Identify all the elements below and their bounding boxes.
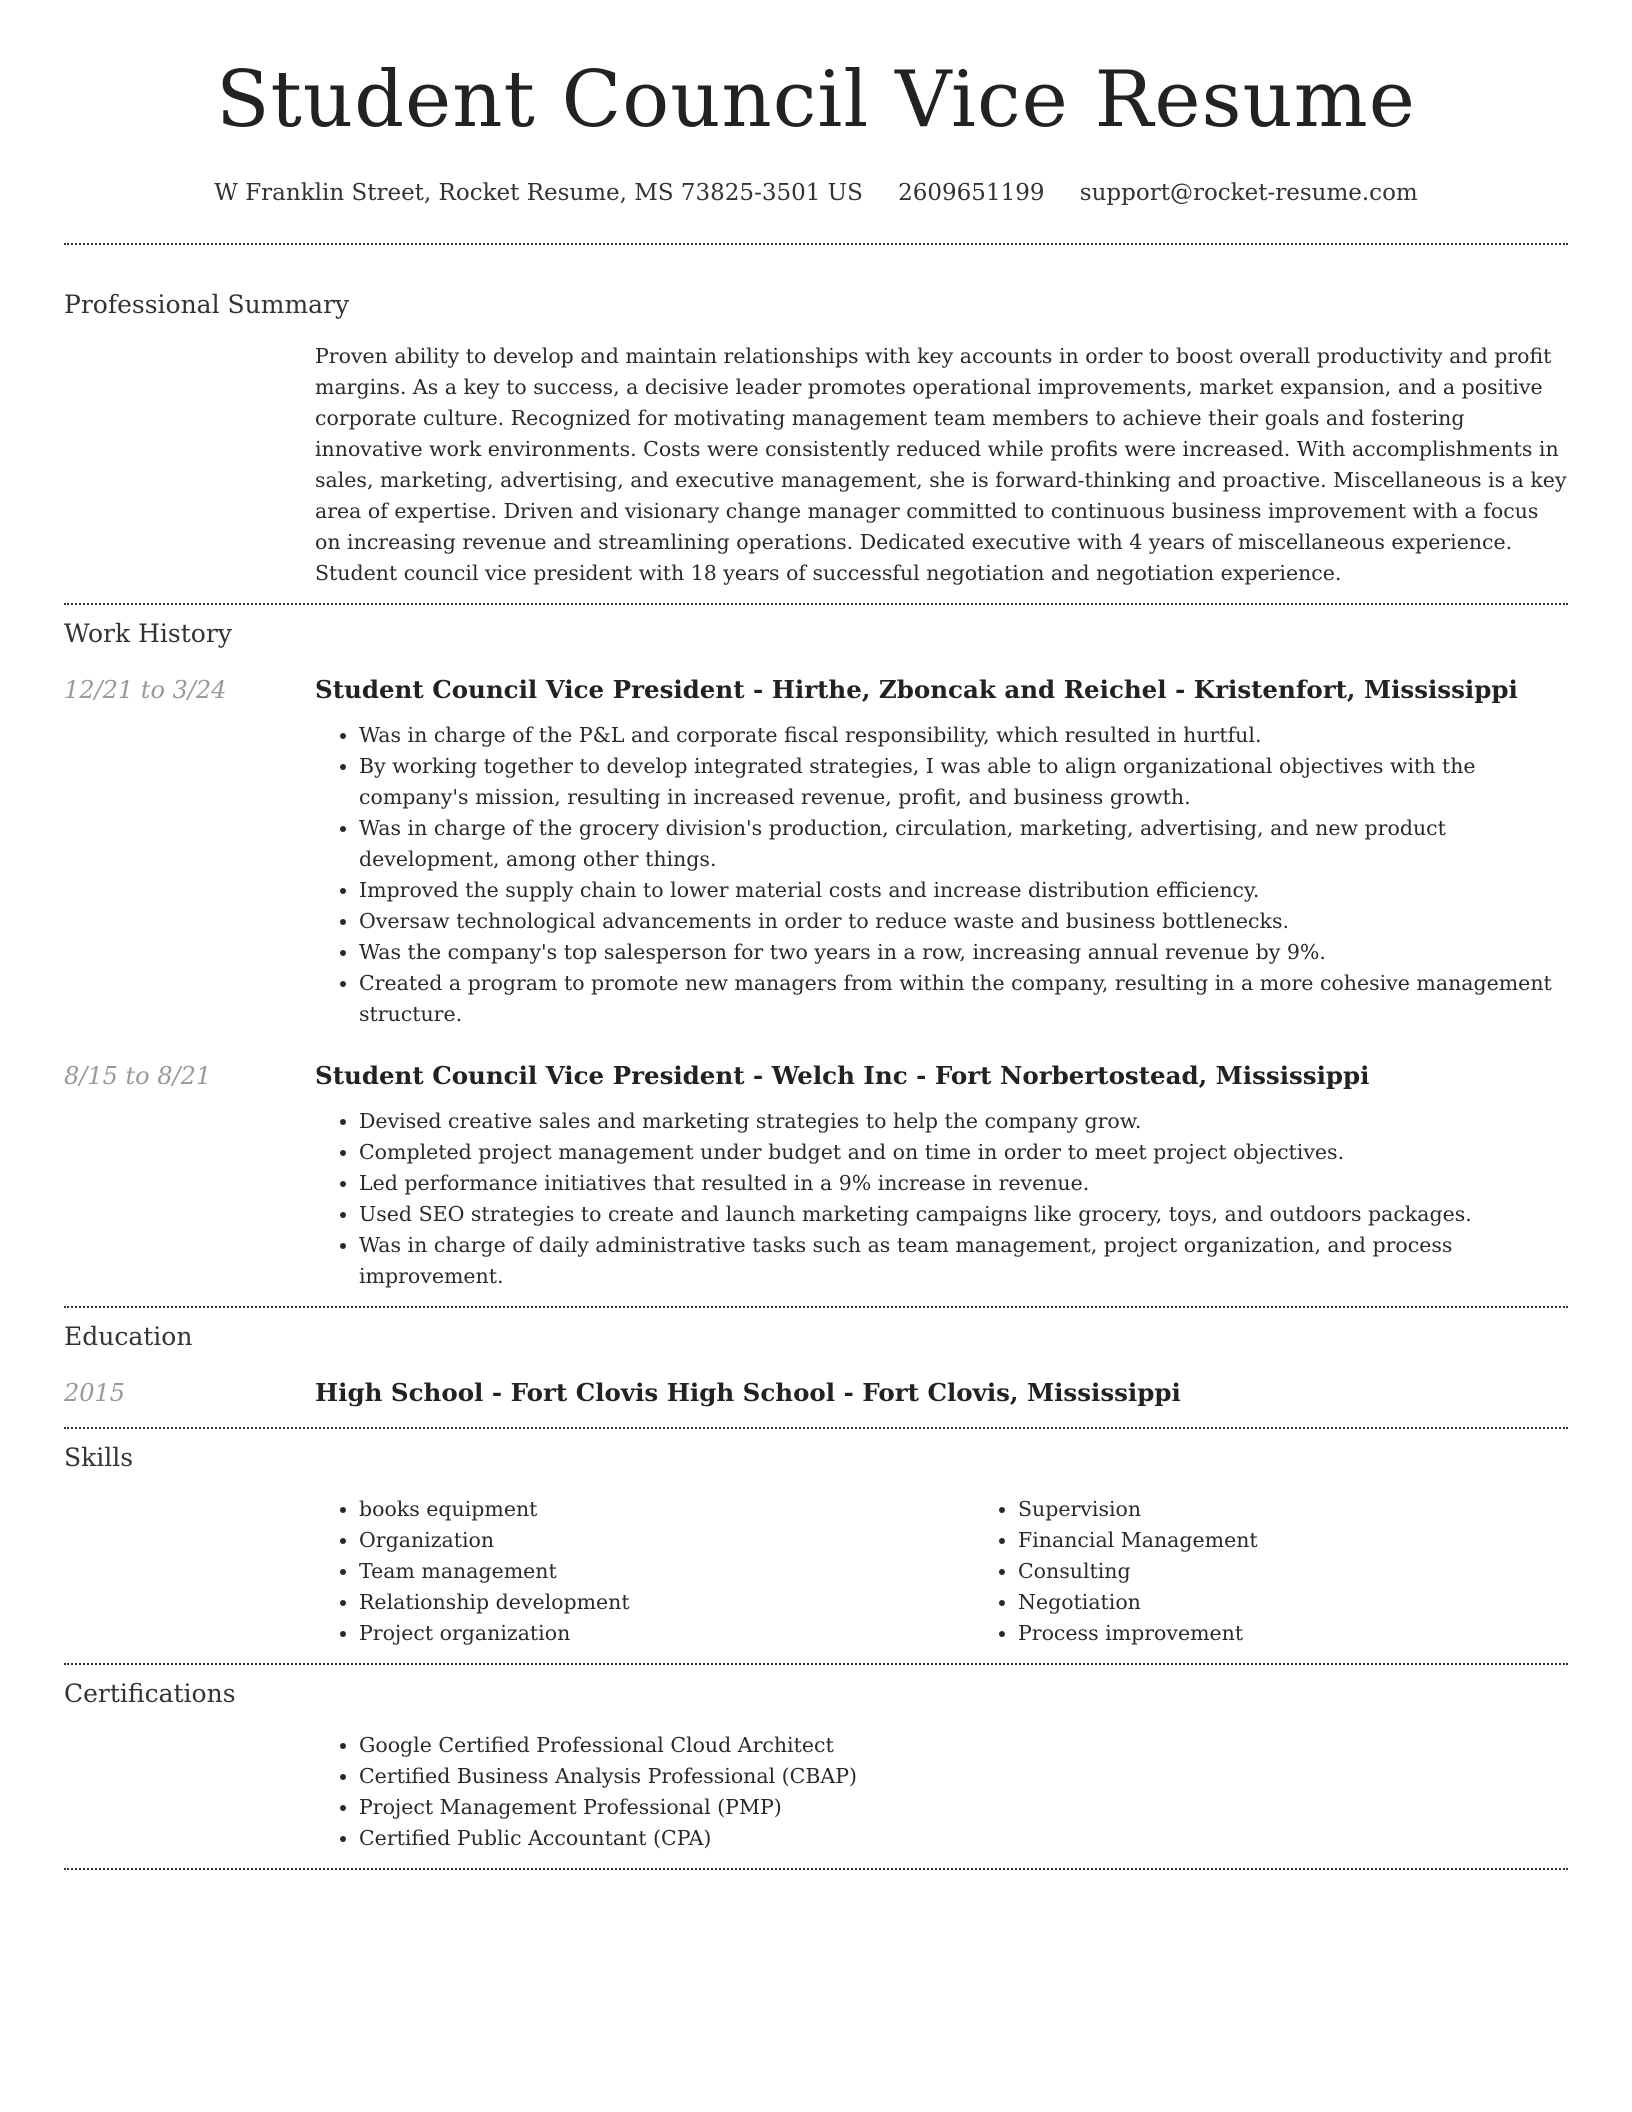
section-divider [64, 1868, 1568, 1870]
list-item: • Led performance initiatives that resulted in a 9% increase in revenue. [359, 1168, 1568, 1199]
contact-phone: 2609651199 [898, 180, 1045, 206]
list-item: • Negotiation [1018, 1587, 1632, 1618]
list-item: • Completed project management under budget and on time in order to meet project objectives. [359, 1137, 1568, 1168]
certifications-list [315, 1730, 1568, 1854]
list-item: • By working together to develop integrated strategies, I was able to align organizational objectives with the company's mission, resulting in increased revenue, profit, and business growth. [359, 751, 1568, 813]
resume-name: Student Council Vice Resume [216, 55, 1416, 145]
skills-list-right [974, 1494, 1632, 1649]
job-dates: 8/15 to 8/21 [64, 1062, 212, 1090]
list-item: • Process improvement [1018, 1618, 1632, 1649]
list-item: • Project Management Professional (PMP) [359, 1792, 1568, 1823]
contact-email: support@rocket-resume.com [1079, 180, 1418, 206]
list-item: • Consulting [1018, 1556, 1632, 1587]
list-item: • Improved the supply chain to lower material costs and increase distribution efficiency. [359, 875, 1568, 906]
list-item: • Was in charge of the grocery division's production, circulation, marketing, advertising, and new product development, among other things. [359, 813, 1568, 875]
summary-heading: Professional Summary [64, 290, 350, 319]
list-item: • Used SEO strategies to create and launch marketing campaigns like grocery, toys, and outdoors packages. [359, 1199, 1568, 1230]
list-item: • Was in charge of the P&L and corporate fiscal responsibility, which resulted in hurtful. [359, 720, 1568, 751]
summary-text: Proven ability to develop and maintain relationships with key accounts in order to boost overall productivity and profit margins. As a key to success, a decisive leader promotes operational improvements, market expansion, and a positive corporate culture. Recognized for motivating management team members to achieve their goals and fostering innovative work environments. Costs were consistently reduced while profits were increased. With accomplishments in sales, marketing, advertising, and executive management, she is forward-thinking and proactive. Miscellaneous is a key area of expertise. Driven and visionary change manager committed to continuous business improvement with a focus on increasing revenue and streamlining operations. Dedicated executive with 4 years of miscellaneous experience. Student council vice president with 18 years of successful negotiation and negotiation experience. [315, 344, 1567, 585]
resume-header [0, 0, 1632, 208]
list-item: • Supervision [1018, 1494, 1632, 1525]
job-bullets [315, 720, 1568, 1030]
job-entry [64, 673, 1568, 1030]
certifications-heading: Certifications [64, 1679, 236, 1708]
list-item: • Certified Public Accountant (CPA) [359, 1823, 1568, 1854]
education-detail: High School - Fort Clovis High School - Fort Clovis, Mississippi [315, 1378, 1181, 1407]
list-item: • Relationship development [359, 1587, 974, 1618]
certifications-section [64, 1665, 1568, 1854]
job-entry [64, 1059, 1568, 1292]
job-title: Student Council Vice President - Hirthe, Zboncak and Reichel - Kristenfort, Mississippi [315, 675, 1518, 704]
list-item: • Certified Business Analysis Professional (CBAP) [359, 1761, 1568, 1792]
list-item: • Team management [359, 1556, 974, 1587]
list-item: • books equipment [359, 1494, 974, 1525]
list-item: • Financial Management [1018, 1525, 1632, 1556]
education-heading: Education [64, 1322, 193, 1351]
job-dates: 12/21 to 3/24 [64, 676, 227, 704]
resume-content [64, 243, 1568, 1870]
summary-section [64, 245, 1568, 589]
skills-heading: Skills [64, 1443, 134, 1472]
list-item: • Project organization [359, 1618, 974, 1649]
list-item: • Created a program to promote new managers from within the company, resulting in a more cohesive management structure. [359, 968, 1568, 1030]
list-item: • Devised creative sales and marketing strategies to help the company grow. [359, 1106, 1568, 1137]
education-year: 2015 [64, 1379, 126, 1407]
list-item: • Google Certified Professional Cloud Architect [359, 1730, 1568, 1761]
list-item: • Was the company's top salesperson for two years in a row, increasing annual revenue by 9%. [359, 937, 1568, 968]
education-entry [64, 1376, 1568, 1410]
job-title: Student Council Vice President - Welch Inc - Fort Norbertostead, Mississippi [315, 1061, 1370, 1090]
skills-section [64, 1429, 1568, 1649]
education-section [64, 1308, 1568, 1410]
list-item: • Oversaw technological advancements in order to reduce waste and business bottlenecks. [359, 906, 1568, 937]
skills-list-left [315, 1494, 974, 1649]
list-item: • Organization [359, 1525, 974, 1556]
contact-address: W Franklin Street, Rocket Resume, MS 73825-3501 US [214, 180, 863, 206]
job-bullets [315, 1106, 1568, 1292]
skills-columns [315, 1494, 1632, 1649]
work-history-section [64, 605, 1568, 1292]
contact-line [0, 178, 1632, 208]
list-item: • Was in charge of daily administrative tasks such as team management, project organization, and process improvement. [359, 1230, 1568, 1292]
work-history-heading: Work History [64, 619, 232, 648]
